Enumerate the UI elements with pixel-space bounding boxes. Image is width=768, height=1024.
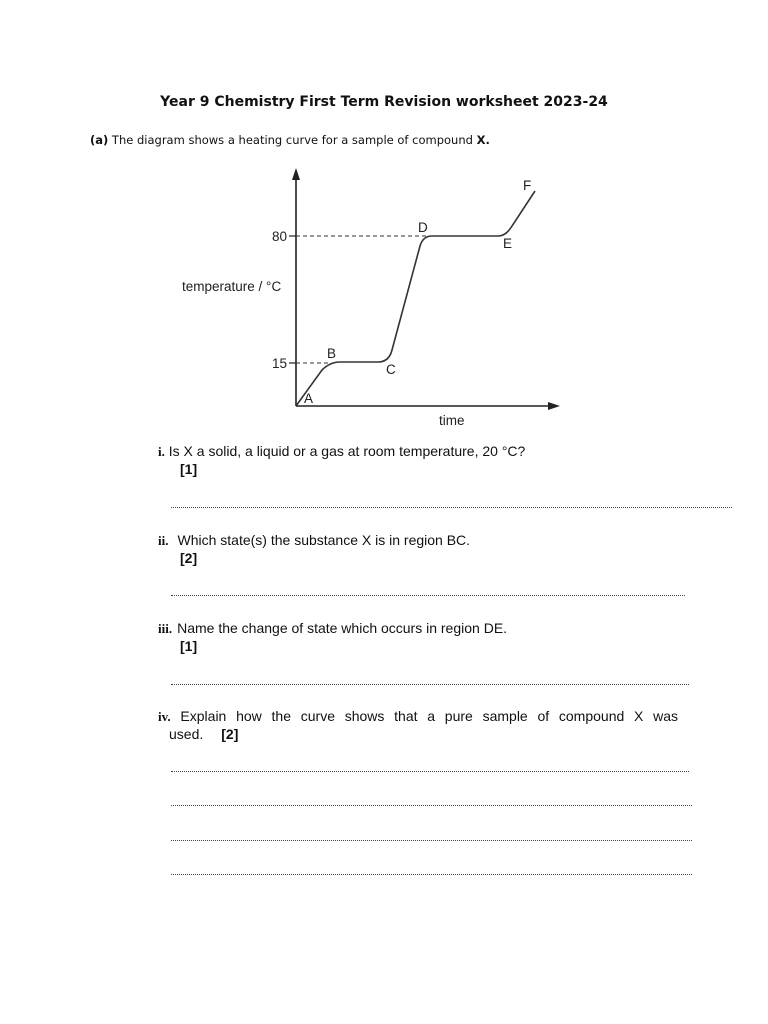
question-3-marks: [1] bbox=[180, 638, 198, 654]
tick-label-15: 15 bbox=[271, 356, 287, 371]
point-label-b: B bbox=[327, 346, 337, 361]
answer-line-2[interactable] bbox=[171, 595, 685, 596]
question-1 bbox=[158, 443, 525, 460]
answer-line-4b[interactable] bbox=[171, 805, 692, 806]
point-label-a: A bbox=[304, 391, 314, 406]
question-2-number: ii. bbox=[158, 533, 169, 548]
question-3-number: iii. bbox=[158, 621, 173, 636]
x-axis-label: time bbox=[439, 413, 465, 428]
worksheet-title: Year 9 Chemistry First Term Revision worksheet 2023-24 bbox=[160, 94, 608, 110]
question-2-marks: [2] bbox=[180, 550, 198, 566]
question-4-number: iv. bbox=[158, 709, 171, 724]
question-4-text-line1: Explain how the curve shows that a pure sample of compound X was bbox=[180, 708, 679, 724]
question-4-line2 bbox=[169, 725, 238, 743]
question-3 bbox=[158, 620, 507, 637]
x-axis-arrow bbox=[548, 402, 560, 410]
answer-line-1[interactable] bbox=[171, 507, 732, 508]
point-label-f: F bbox=[523, 178, 532, 193]
y-axis-arrow bbox=[292, 168, 300, 180]
heating-curve bbox=[296, 191, 535, 406]
point-label-c: C bbox=[386, 362, 396, 377]
question-3-text: Name the change of state which occurs in region DE. bbox=[177, 620, 508, 636]
intro-body: The diagram shows a heating curve for a sample of compound bbox=[108, 133, 477, 147]
question-1-number: i. bbox=[158, 444, 165, 459]
part-label: (a) bbox=[90, 133, 109, 147]
question-4-text-line2: used. bbox=[169, 726, 204, 742]
point-label-d: D bbox=[418, 220, 428, 235]
point-label-e: E bbox=[503, 236, 513, 251]
tick-label-80: 80 bbox=[271, 229, 287, 244]
answer-line-4a[interactable] bbox=[171, 771, 689, 772]
question-4-marks: [2] bbox=[221, 726, 239, 742]
question-2-text: Which state(s) the substance X is in region BC. bbox=[177, 532, 471, 548]
answer-line-4c[interactable] bbox=[171, 840, 692, 841]
question-1-marks: [1] bbox=[180, 461, 198, 477]
y-axis-label: temperature / °C bbox=[182, 279, 282, 294]
question-1-text: Is X a solid, a liquid or a gas at room temperature, 20 °C? bbox=[164, 443, 526, 459]
question-2 bbox=[158, 532, 470, 549]
compound-label: X. bbox=[476, 133, 490, 147]
answer-line-4d[interactable] bbox=[171, 874, 692, 875]
question-4 bbox=[158, 707, 678, 726]
answer-line-3[interactable] bbox=[171, 684, 689, 685]
